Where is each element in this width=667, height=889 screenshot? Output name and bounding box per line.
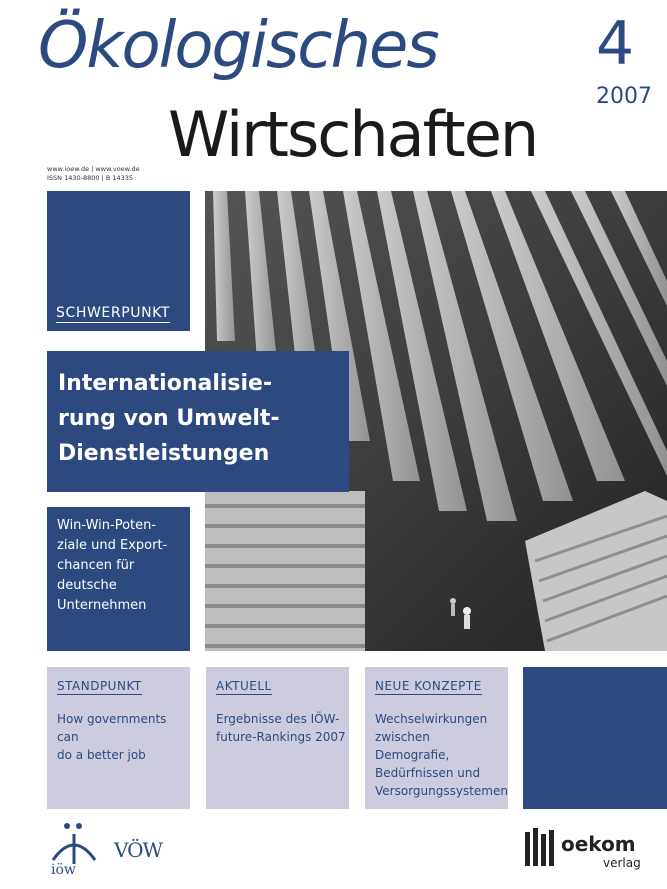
meta-issn: ISSN 1430-8800 | B 14335 <box>47 174 134 182</box>
publication-meta <box>47 165 140 183</box>
teaser-line: Bedürfnissen und <box>375 766 481 780</box>
subtitle-line: deutsche <box>57 578 117 593</box>
teaser-line: do a better job <box>57 748 146 762</box>
subtitle-line: Unternehmen <box>57 598 147 613</box>
schwerpunkt-label: SCHWERPUNKT <box>56 305 171 321</box>
main-topic-title <box>58 366 343 471</box>
section-teaser <box>57 710 187 764</box>
main-title-line: rung von Umwelt- <box>58 406 280 431</box>
issue-year: 2007 <box>596 84 652 109</box>
teaser-line: zwischen Demografie, <box>375 730 450 762</box>
section-neue-konzepte <box>365 667 508 809</box>
section-heading: NEUE KONZEPTE <box>375 679 482 693</box>
issue-number: 4 <box>596 9 635 79</box>
voew-logo <box>114 838 166 868</box>
section-teaser <box>375 710 508 800</box>
journal-title-line2: Wirtschaften <box>168 98 538 171</box>
main-title-line: Dienstleistungen <box>58 441 270 466</box>
decorative-blue-box <box>523 667 667 809</box>
subtitle-line: ziale und Export- <box>57 538 168 553</box>
section-heading: AKTUELL <box>216 679 272 693</box>
teaser-line: future-Rankings 2007 <box>216 730 346 744</box>
subtitle-line: chancen für <box>57 558 135 573</box>
teaser-line: Versorgungssystemen <box>375 784 508 798</box>
publisher-name: oekom <box>561 832 636 856</box>
section-aktuell <box>206 667 349 809</box>
teaser-line: How governments can <box>57 712 167 744</box>
voew-logo-text: VÖW <box>114 838 163 862</box>
section-standpunkt <box>47 667 190 809</box>
main-title-line: Internationalisie- <box>58 371 273 396</box>
publisher-sub: verlag <box>603 856 641 870</box>
journal-title-line1: Ökologisches <box>38 9 438 83</box>
subtitle-line: Win-Win-Poten- <box>57 518 157 533</box>
ioew-logo-text: iöw <box>51 862 76 878</box>
meta-websites: www.ioew.de | www.voew.de <box>47 165 140 173</box>
teaser-line: Ergebnisse des IÖW- <box>216 712 340 726</box>
oekom-logo-icon <box>525 828 557 868</box>
section-heading: STANDPUNKT <box>57 679 142 693</box>
section-teaser <box>216 710 346 746</box>
ioew-logo <box>47 820 101 880</box>
main-topic-subtitle <box>57 516 187 616</box>
oekom-verlag-logo <box>525 826 667 872</box>
teaser-line: Wechselwirkungen <box>375 712 488 726</box>
